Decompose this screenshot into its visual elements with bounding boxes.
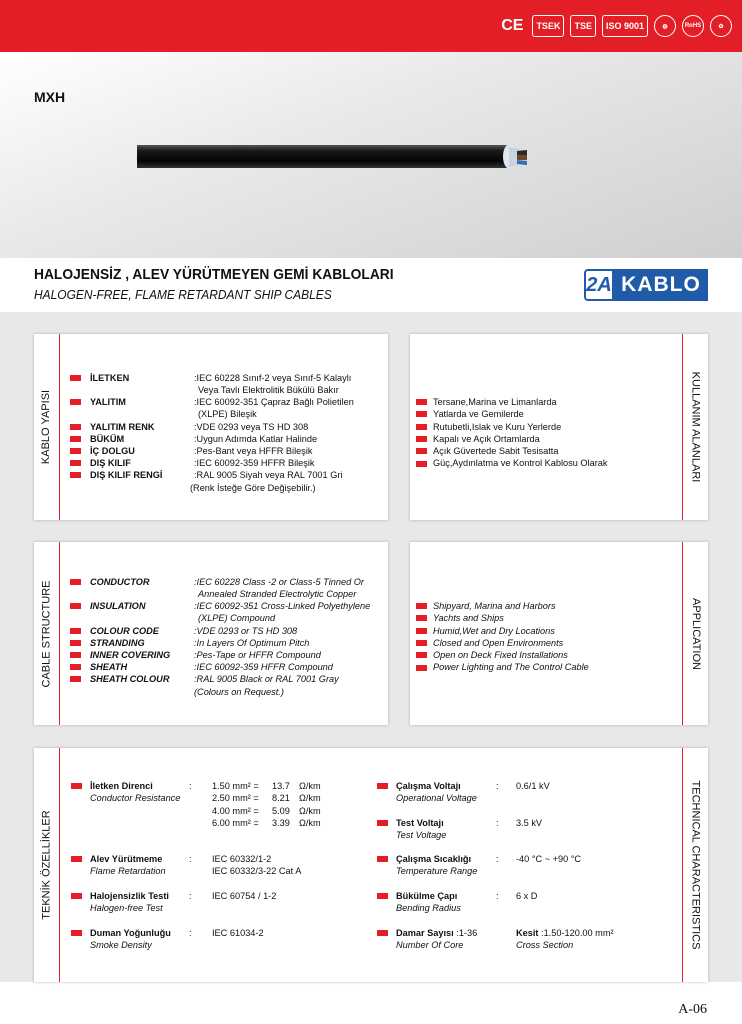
spec-value: :1.50-120.00 mm² [541,928,614,938]
brand-logo-mark: 2A [584,269,614,301]
spec-value: -40 °C ~ +90 °C [516,854,582,864]
tab-cable-structure [34,542,60,725]
spec-label-tr: Damar Sayısı [396,928,454,938]
bullet-icon [377,930,388,936]
resistance-section: 2.50 mm² = [212,793,259,804]
bullet-icon [416,665,427,671]
spec-label-tr: Halojensizlik Testi [90,891,169,901]
spec-value: 0.6/1 kV [516,781,550,791]
bullet-icon [70,664,81,670]
list-item [416,457,607,469]
ce-mark-icon: CE [501,17,524,34]
list-item [416,661,589,673]
tab-kullanim-alanlari [682,334,708,520]
bullet-icon [70,603,81,609]
spec-conductor-resistance [90,780,180,805]
bullet-icon [377,820,388,826]
spec-colon: : [496,781,499,791]
spec-value: :VDE 0293 veya TS HD 308 [194,422,309,432]
resistance-value: 5.09 [272,805,290,816]
spec-value: :Pes-Bant veya HFFR Bileşik [194,446,313,456]
spec-colon: : [496,818,499,828]
spec-bending-radius [396,890,461,915]
bullet-icon [416,436,427,442]
spec-value: IEC 61034-2 [212,928,264,938]
spec-colon: : [496,891,499,901]
spec-label-tr: Test Voltajı [396,818,444,828]
spec-test-voltage [396,817,446,842]
spec-label-en: Bending Radius [396,903,461,914]
bullet-icon [70,640,81,646]
iso-9001-badge-icon: ISO 9001 [602,15,648,37]
page-number: A-06 [678,1002,707,1017]
spec-label-tr: Kesit [516,928,539,938]
list-item [416,600,589,612]
bullet-icon [70,628,81,634]
ohsas-badge-icon: ✿ [710,15,732,37]
header-bar [0,0,742,52]
bullet-icon [70,399,81,405]
spec-label: STRANDING [90,638,145,648]
bullet-icon [70,375,81,381]
list-item [416,396,607,408]
bullet-icon [70,436,81,442]
bullet-icon [70,448,81,454]
spec-label: BÜKÜM [90,434,125,444]
tab-application [682,542,708,725]
spec-label-en: Operational Voltage [396,793,477,804]
bullet-icon [71,893,82,899]
spec-halogen-free [90,890,169,915]
list-item-text: Closed and Open Environments [433,637,564,648]
list-item-text: Power Lighting and The Control Cable [433,662,589,673]
bullet-icon [416,652,427,658]
resistance-value: 3.39 [272,817,290,828]
spec-value: :1-36 [456,928,478,938]
spec-label-en: Temperature Range [396,866,478,877]
spec-operational-voltage [396,780,477,805]
spec-label-tr: İletken Direnci [90,781,153,791]
spec-value: :Uygun Adımda Katlar Halinde [194,434,318,444]
spec-label: SHEATH COLOUR [90,674,170,684]
bullet-icon [416,424,427,430]
spec-label: DIŞ KILIF RENGİ [90,470,163,480]
spec-label: YALITIM [90,397,126,407]
tab-label: CABLE STRUCTURE [40,580,53,687]
spec-label-en: Cross Section [516,940,574,951]
spec-value-block [212,853,301,878]
list-item-text: Açık Güvertede Sabit Tesisatta [433,446,559,457]
bullet-icon [416,603,427,609]
spec-value: (Colours on Request.) [194,687,284,697]
spec-label-tr: Çalışma Sıcaklığı [396,854,472,864]
cable-image [137,141,527,172]
list-item [416,637,589,649]
spec-value: :VDE 0293 or TS HD 308 [194,626,298,636]
product-hero [0,52,742,258]
spec-temperature-range [396,853,477,878]
spec-label-en: Conductor Resistance [90,793,181,804]
resistance-unit: Ω/km [299,805,321,816]
spec-value: Annealed Stranded Electrolytic Copper [198,589,357,599]
bullet-icon [377,783,388,789]
spec-label: INNER COVERING [90,650,171,660]
list-item-text: Tersane,Marina ve Limanlarda [433,397,557,407]
spec-value: IEC 60754 / 1-2 [212,891,277,901]
resistance-unit: Ω/km [299,817,321,828]
spec-label: DIŞ KILIF [90,458,131,468]
bullet-icon [70,579,81,585]
spec-value: (Renk İsteğe Göre Değişebilir.) [190,483,316,493]
globe-badge-icon: ◍ [654,15,676,37]
spec-value: :In Layers Of Optimum Pitch [194,638,310,648]
spec-cross-section [516,927,614,952]
tsek-mark-icon: TSEK [532,15,564,37]
tab-kablo-yapisi [34,334,60,520]
spec-value: (XLPE) Bileşik [198,409,257,419]
tab-teknik-ozellikler [34,748,60,982]
resistance-value: 13.7 [272,781,290,791]
bullet-icon [70,652,81,658]
list-item-text: Open on Deck Fixed Installations [433,650,568,661]
list-item [416,408,607,420]
spec-colon: : [496,854,499,864]
spec-number-of-core [396,927,477,952]
list-item [416,421,607,433]
spec-colon: : [189,891,192,901]
spec-value: :IEC 60228 Class -2 or Class-5 Tinned Or [194,577,364,587]
bullet-icon [377,856,388,862]
tab-label: KULLANIM ALANLARI [689,371,702,483]
spec-label-en: Smoke Density [90,940,152,951]
bullet-icon [71,930,82,936]
spec-label-tr: Çalışma Voltajı [396,781,461,791]
tab-technical-characteristics [682,748,708,982]
list-item [416,445,607,457]
bullet-icon [377,893,388,899]
certification-logos [498,15,732,37]
application-list [416,600,589,674]
spec-label: COLOUR CODE [90,626,159,636]
tab-label: TEKNİK ÖZELLİKLER [40,810,53,920]
spec-label-en: Halogen-free Test [90,903,163,914]
bullet-icon [416,615,427,621]
resistance-row [212,792,352,804]
spec-value: :IEC 60092-351 Cross-Linked Polyethylene [194,601,371,611]
resistance-unit: Ω/km [299,781,321,791]
list-item [416,612,589,624]
bullet-icon [70,676,81,682]
bullet-icon [416,461,427,467]
bullet-icon [70,424,81,430]
resistance-row [212,780,352,792]
spec-label: INSULATION [90,601,146,611]
spec-value: 6 x D [516,891,538,901]
bullet-icon [416,448,427,454]
resistance-value: 8.21 [272,793,290,804]
spec-smoke-density [90,927,171,952]
spec-value: :RAL 9005 Siyah veya RAL 7001 Gri [194,470,343,480]
spec-label: YALITIM RENK [90,422,155,432]
spec-label: İLETKEN [90,373,130,383]
spec-label-en: Number Of Core [396,940,464,951]
list-item-text: Yachts and Ships [433,613,504,624]
bullet-icon [416,640,427,646]
list-item [416,625,589,637]
spec-value: Veya Tavlı Elektrolitik Bükülü Bakır [198,385,339,395]
page-title: HALOJENSİZ , ALEV YÜRÜTMEYEN GEMİ KABLOLARI [34,266,394,283]
spec-label-tr: Alev Yürütmeme [90,854,163,864]
spec-label-en: Flame Retardation [90,866,166,877]
spec-value: :Pes-Tape or HFFR Compound [194,650,321,660]
spec-colon: : [189,928,192,938]
bullet-icon [416,628,427,634]
list-item-text: Yatlarda ve Gemilerde [433,409,524,420]
spec-flame-retardation [90,853,166,878]
spec-value: :IEC 60092-359 HFFR Compound [194,662,333,672]
bullet-icon [70,472,81,478]
spec-value: :IEC 60092-351 Çapraz Bağlı Polietilen [194,397,354,407]
spec-value: 3.5 kV [516,818,543,828]
resistance-unit: Ω/km [299,793,321,804]
tab-label: APPLICATION [689,597,702,670]
spec-value: :IEC 60092-359 HFFR Bileşik [194,458,315,468]
resistance-section: 1.50 mm² = [212,781,259,791]
spec-label-tr: Bükülme Çapı [396,891,458,901]
list-item-text: Shipyard, Marina and Harbors [433,601,556,611]
list-item [416,433,607,445]
tab-label: TECHNICAL CHARACTERISTICS [689,780,702,950]
spec-label-tr: Duman Yoğunluğu [90,928,171,938]
list-item-text: Humid,Wet and Dry Locations [433,625,555,636]
tab-label: KABLO YAPISI [40,389,53,465]
product-code: MXH [34,89,66,105]
spec-colon: : [189,781,192,791]
spec-label: İÇ DOLGU [90,446,135,456]
usage-list-tr [416,396,607,470]
bullet-icon [416,399,427,405]
resistance-row [212,817,352,829]
brand-logo-word: KABLO [614,269,708,301]
spec-label: SHEATH [90,662,128,672]
resistance-section: 6.00 mm² = [212,817,259,828]
brand-logo [584,269,708,301]
spec-value: (XLPE) Compound [198,613,276,623]
list-item-text: Kapalı ve Açık Ortamlarda [433,433,540,444]
bullet-icon [71,783,82,789]
spec-label: CONDUCTOR [90,577,150,587]
spec-value: :IEC 60228 Sınıf-2 veya Sınıf-5 Kalaylı [194,373,352,383]
rohs-badge-icon: RoHS [682,15,704,37]
tse-mark-icon: TSE [570,15,596,37]
list-item-text: Rutubetli,Islak ve Kuru Yerlerde [433,421,562,432]
bullet-icon [71,856,82,862]
resistance-row [212,805,352,817]
bullet-icon [70,460,81,466]
resistance-section: 4.00 mm² = [212,805,259,816]
spec-label-en: Test Voltage [396,830,447,841]
list-item [416,649,589,661]
spec-value: IEC 60332/1-2 [212,854,272,864]
spec-value: IEC 60332/3-22 Cat A [212,866,302,877]
page-subtitle: HALOGEN-FREE, FLAME RETARDANT SHIP CABLES [34,287,332,302]
list-item-text: Güç,Aydınlatma ve Kontrol Kablosu Olarak [433,458,608,469]
resistance-table [212,780,352,829]
spec-value: :RAL 9005 Black or RAL 7001 Gray [194,674,339,684]
spec-colon: : [189,854,192,864]
bullet-icon [416,411,427,417]
